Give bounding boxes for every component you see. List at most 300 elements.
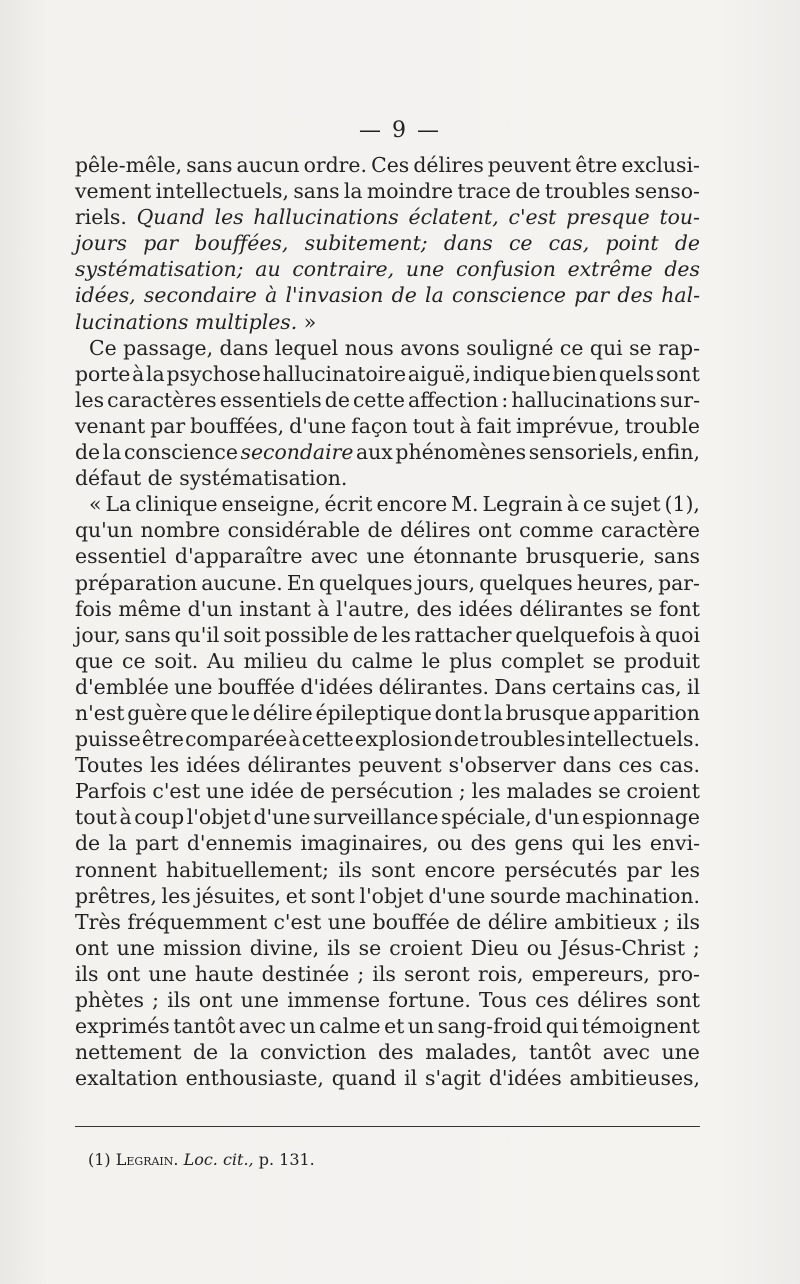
word: éclatent, xyxy=(408,205,499,230)
word: clinique xyxy=(135,492,218,517)
word: produit xyxy=(623,648,700,673)
word: Tous xyxy=(479,988,527,1012)
word: qui xyxy=(571,831,605,856)
word: préparation xyxy=(75,570,198,595)
word: cas, xyxy=(641,674,682,699)
word: épileptique xyxy=(315,700,432,725)
word: ; xyxy=(458,779,466,804)
word: délires xyxy=(400,518,471,543)
word: qui xyxy=(545,1014,579,1039)
word: du xyxy=(316,648,343,673)
word: exclusi- xyxy=(621,153,700,177)
word: de xyxy=(674,231,700,256)
word: part xyxy=(135,831,179,856)
word: imaginaires, xyxy=(300,831,429,856)
word: une xyxy=(327,909,367,934)
word: idée xyxy=(250,779,294,804)
word: se xyxy=(629,335,652,360)
word: témoignent xyxy=(581,1014,700,1039)
word: sont xyxy=(655,988,700,1012)
word: trouble xyxy=(624,413,700,438)
word: ces xyxy=(535,988,570,1012)
text-segment: lucinations multiples. xyxy=(75,309,298,334)
word: Ces xyxy=(371,153,410,177)
word: calme xyxy=(351,648,413,673)
word: sans xyxy=(124,622,171,647)
word: bouffée xyxy=(372,909,450,934)
text-line xyxy=(75,752,700,778)
word: c'est xyxy=(508,205,557,230)
word: hallucinations xyxy=(253,205,399,230)
word: sans xyxy=(293,179,340,204)
word: ou xyxy=(526,935,553,960)
word: de xyxy=(324,387,350,412)
word: conviction xyxy=(259,1040,367,1065)
word: avec xyxy=(602,1040,650,1065)
footnote-number: (1) xyxy=(88,1150,116,1169)
word: bouffée xyxy=(217,674,295,699)
word: d'un xyxy=(534,805,580,830)
word: la xyxy=(102,440,122,465)
word: Dieu xyxy=(470,935,519,960)
word: M. xyxy=(451,492,479,517)
word: enthousiaste, xyxy=(185,1066,324,1091)
word: bien xyxy=(552,361,598,386)
word: délirantes xyxy=(519,596,624,621)
text-line xyxy=(75,778,700,804)
word: façon xyxy=(351,413,408,438)
word: essentiels xyxy=(219,387,322,412)
text-line xyxy=(75,282,700,308)
word: ces xyxy=(618,753,653,778)
word: guère xyxy=(127,700,188,725)
word: exprimés xyxy=(75,1014,170,1039)
word: (1), xyxy=(664,492,700,517)
word: de xyxy=(299,779,325,804)
word: l'autre, xyxy=(336,596,411,621)
word: il xyxy=(686,674,700,699)
word: fréquemment xyxy=(127,909,268,934)
text-line xyxy=(75,491,700,517)
word: Parfois xyxy=(75,779,147,804)
word: Au xyxy=(207,648,235,673)
word: prêtres, xyxy=(75,883,157,908)
word: ils xyxy=(75,961,99,986)
word: aucun xyxy=(236,153,300,177)
text-line xyxy=(75,517,700,543)
word: aiguë, xyxy=(407,361,472,386)
word: la xyxy=(343,179,363,204)
word: à xyxy=(265,283,278,308)
word: divine, xyxy=(249,935,320,960)
word: moindre xyxy=(366,179,454,204)
word: de xyxy=(391,283,417,308)
word: ce xyxy=(122,648,146,673)
word: heures, xyxy=(576,570,654,595)
text-line xyxy=(75,465,700,491)
word: passage, xyxy=(123,335,214,360)
text-line xyxy=(75,622,700,648)
word: ; xyxy=(663,909,670,934)
word: encore xyxy=(376,492,448,517)
word: ; xyxy=(693,935,700,960)
word: une xyxy=(661,1040,700,1065)
word: par- xyxy=(658,570,700,595)
text-line xyxy=(75,909,700,935)
word: de xyxy=(352,622,378,647)
word: être xyxy=(141,727,184,752)
word: de xyxy=(192,1040,219,1065)
word: enfin, xyxy=(641,440,700,465)
word: tantôt xyxy=(529,1040,592,1065)
word: venant xyxy=(75,413,146,438)
word: psychose xyxy=(166,361,261,386)
word: surveillance xyxy=(313,805,439,830)
word: empereurs, xyxy=(531,961,650,986)
word: coup xyxy=(134,805,185,830)
text-line xyxy=(75,387,700,413)
word: avec xyxy=(238,1014,286,1039)
word: porte xyxy=(75,361,131,386)
word: affection xyxy=(408,387,499,412)
word: caractères xyxy=(107,387,217,412)
word: des xyxy=(416,596,453,621)
word: quels xyxy=(598,361,655,386)
word: riels. xyxy=(75,205,127,230)
word: intellectuels. xyxy=(566,727,700,752)
body-text xyxy=(75,152,700,1091)
word: cette xyxy=(301,727,354,752)
word: troubles xyxy=(480,727,566,752)
text-line xyxy=(75,335,700,361)
word: presque xyxy=(566,205,650,230)
word: qu'un xyxy=(75,518,134,543)
text-line xyxy=(75,648,700,674)
word: exaltation xyxy=(75,1066,178,1091)
word: Ce xyxy=(89,335,117,360)
word: avec xyxy=(310,544,358,569)
word: le xyxy=(231,700,250,725)
word: les xyxy=(75,387,105,412)
word: sensoriels, xyxy=(528,440,639,465)
word: fois xyxy=(75,596,112,621)
word: mission xyxy=(163,935,242,960)
word: explosion xyxy=(354,727,453,752)
word: les xyxy=(161,883,191,908)
word: ce xyxy=(508,231,533,256)
word: sans xyxy=(653,544,700,569)
word: ; xyxy=(152,988,160,1012)
word: d'idées xyxy=(300,674,374,699)
word: au xyxy=(255,257,281,282)
word: ambitieux xyxy=(554,909,657,934)
word: ou xyxy=(436,831,463,856)
word: tou- xyxy=(659,205,700,230)
word: puisse xyxy=(75,727,141,752)
word: imprévue, xyxy=(516,413,620,438)
word: « xyxy=(89,492,102,517)
text-line xyxy=(75,1065,700,1091)
word: ont xyxy=(106,961,141,986)
word: délires xyxy=(413,153,484,177)
word: une xyxy=(148,961,187,986)
page-number: — 9 — xyxy=(359,118,441,143)
word: instant xyxy=(239,596,311,621)
word: la xyxy=(146,361,165,386)
footnote-page: p. 131. xyxy=(253,1150,315,1169)
word: c'est xyxy=(152,779,201,804)
word: Toutes xyxy=(75,753,144,778)
word: d'une xyxy=(428,883,486,908)
word: il xyxy=(404,1066,418,1091)
word: En xyxy=(286,570,315,595)
word: d'un xyxy=(187,596,233,621)
word: tout xyxy=(412,413,455,438)
word: sont xyxy=(371,857,416,882)
word: d'emblée xyxy=(75,674,169,699)
text-line xyxy=(75,857,700,883)
word: ambitieuses, xyxy=(569,1066,700,1091)
word: cas, xyxy=(548,231,590,256)
word: et xyxy=(384,1014,405,1039)
word: des xyxy=(617,283,654,308)
word: cette xyxy=(352,387,405,412)
word: ; xyxy=(357,961,365,986)
word: par xyxy=(626,857,662,882)
word: secondaire xyxy=(240,440,354,465)
word: sont xyxy=(310,883,355,908)
word: à xyxy=(566,492,579,517)
text-line xyxy=(75,1039,700,1065)
word: ont xyxy=(198,988,233,1012)
word: dont xyxy=(434,700,482,725)
word: rap- xyxy=(658,335,700,360)
text-line xyxy=(75,935,700,961)
footnote-rule xyxy=(75,1126,700,1127)
word: à xyxy=(459,413,472,438)
word: Très xyxy=(75,909,121,934)
word: ce xyxy=(582,492,607,517)
word: délires xyxy=(577,988,648,1012)
word: apparition xyxy=(593,700,700,725)
word: idées xyxy=(186,753,241,778)
word: même xyxy=(118,596,182,621)
word: se xyxy=(592,648,616,673)
word: ont xyxy=(478,518,512,543)
word: une xyxy=(116,935,155,960)
word: plus xyxy=(449,648,493,673)
word: les xyxy=(150,753,180,778)
word: d'idées xyxy=(488,1066,562,1091)
word: trace xyxy=(457,179,511,204)
text-line xyxy=(75,700,700,726)
word: senso- xyxy=(634,179,700,204)
word: se xyxy=(598,779,621,804)
word: nous xyxy=(344,335,394,360)
word: d'une xyxy=(253,805,311,830)
word: à xyxy=(288,727,301,752)
word: sont xyxy=(655,361,700,386)
word: brusquerie, xyxy=(525,544,646,569)
text-line xyxy=(75,674,700,700)
word: l'objet xyxy=(359,883,424,908)
word: ordre. xyxy=(303,153,367,177)
text-line xyxy=(75,178,700,204)
word: immense xyxy=(287,988,381,1012)
word: hal- xyxy=(661,283,700,308)
word: que xyxy=(190,700,229,725)
word: sur- xyxy=(659,387,700,412)
word: étonnante xyxy=(413,544,518,569)
word: quelques xyxy=(479,570,573,595)
word: une xyxy=(405,257,445,282)
word: jour, xyxy=(75,622,121,647)
word: un xyxy=(407,1014,435,1039)
word: persécution xyxy=(330,779,453,804)
word: à xyxy=(317,596,330,621)
word: une xyxy=(174,674,213,699)
word: ils xyxy=(327,935,351,960)
word: destinée xyxy=(261,961,350,986)
word: spéciale, xyxy=(441,805,532,830)
word: être xyxy=(575,153,618,177)
word: idées xyxy=(458,596,513,621)
word: bouffées, xyxy=(194,231,289,256)
word: confusion xyxy=(455,257,556,282)
word: sang-froid xyxy=(437,1014,543,1039)
word: par xyxy=(143,231,179,256)
word: soit. xyxy=(154,648,199,673)
word: phénomènes xyxy=(395,440,527,465)
word: tantôt xyxy=(173,1014,236,1039)
word: peuvent xyxy=(487,153,572,177)
word: l'invasion xyxy=(285,283,384,308)
word: quand xyxy=(331,1066,397,1091)
word: et xyxy=(285,883,307,908)
word: habituellement; xyxy=(166,857,329,882)
word: que xyxy=(75,648,114,673)
word: ils xyxy=(167,988,191,1012)
word: avons xyxy=(400,335,460,360)
word: calme xyxy=(319,1014,381,1039)
word: Legrain xyxy=(482,492,563,517)
word: de xyxy=(515,179,541,204)
word: les xyxy=(670,857,700,882)
word: ils xyxy=(338,857,362,882)
word: possible xyxy=(264,622,349,647)
word: délirantes xyxy=(247,753,352,778)
text-line xyxy=(75,152,700,178)
word: qui xyxy=(589,335,623,360)
word: hallucinatoire xyxy=(262,361,407,386)
word: d'ennemis xyxy=(186,831,293,856)
word: comme xyxy=(519,518,594,543)
word: gens xyxy=(514,831,564,856)
word: de xyxy=(453,727,479,752)
word: nettement xyxy=(75,1040,182,1065)
text-line xyxy=(75,439,700,465)
text-line xyxy=(75,830,700,856)
word: hallucinations xyxy=(511,387,657,412)
footnote-ref: Loc. cit., xyxy=(178,1150,254,1169)
word: seront xyxy=(404,961,470,986)
word: délirantes. xyxy=(378,674,490,699)
word: aux xyxy=(356,440,393,465)
word: milieu xyxy=(243,648,308,673)
word: Jésus-Christ xyxy=(560,935,686,960)
word: encore xyxy=(424,857,496,882)
word: de xyxy=(75,831,101,856)
word: par xyxy=(574,283,610,308)
word: ils xyxy=(372,961,396,986)
word: le xyxy=(421,648,441,673)
word: complet xyxy=(501,648,584,673)
word: ronnent xyxy=(75,857,157,882)
text-line xyxy=(75,596,700,622)
text-line xyxy=(75,256,700,282)
word: croient xyxy=(389,935,463,960)
word: malades, xyxy=(425,1040,518,1065)
footnote-author: Legrain. xyxy=(115,1150,179,1169)
word: troubles xyxy=(544,179,631,204)
word: à xyxy=(638,622,652,647)
word: indique xyxy=(473,361,551,386)
word: ils xyxy=(676,909,700,934)
word: quoi xyxy=(654,622,700,647)
word: une xyxy=(240,988,280,1012)
word: de xyxy=(367,518,393,543)
text-line xyxy=(75,987,700,1013)
word: une xyxy=(206,779,245,804)
word: Dans xyxy=(494,674,547,699)
word: délire xyxy=(487,909,548,934)
word: à xyxy=(132,361,145,386)
word: enseigne, xyxy=(221,492,321,517)
word: pêle-mêle, xyxy=(75,153,183,177)
word: de xyxy=(456,909,482,934)
word: peuvent xyxy=(358,753,442,778)
word: de xyxy=(75,440,101,465)
word: : xyxy=(501,387,509,412)
word: intellectuels, xyxy=(155,179,289,204)
word: se xyxy=(629,596,653,621)
word: La xyxy=(105,492,132,517)
word: la xyxy=(229,1040,249,1065)
word: contraire, xyxy=(292,257,395,282)
word: subitement; xyxy=(304,231,428,256)
word: font xyxy=(658,596,700,621)
word: envi- xyxy=(649,831,700,856)
word: l'objet xyxy=(186,805,251,830)
word: conscience xyxy=(452,283,566,308)
text-line xyxy=(75,413,700,439)
text-line xyxy=(75,883,700,909)
text-line xyxy=(75,726,700,752)
word: nombre xyxy=(140,518,221,543)
word: s'observer xyxy=(448,753,556,778)
word: systématisation; xyxy=(75,257,244,282)
word: bouffées, xyxy=(190,413,285,438)
word: souligné xyxy=(466,335,554,360)
word: conscience xyxy=(124,440,238,465)
text-line xyxy=(75,361,700,387)
word: extrême xyxy=(567,257,653,282)
word: les xyxy=(471,779,501,804)
word: aucune. xyxy=(201,570,283,595)
word: jours, xyxy=(416,570,476,595)
word: la xyxy=(425,283,444,308)
word: quelques xyxy=(319,570,413,595)
